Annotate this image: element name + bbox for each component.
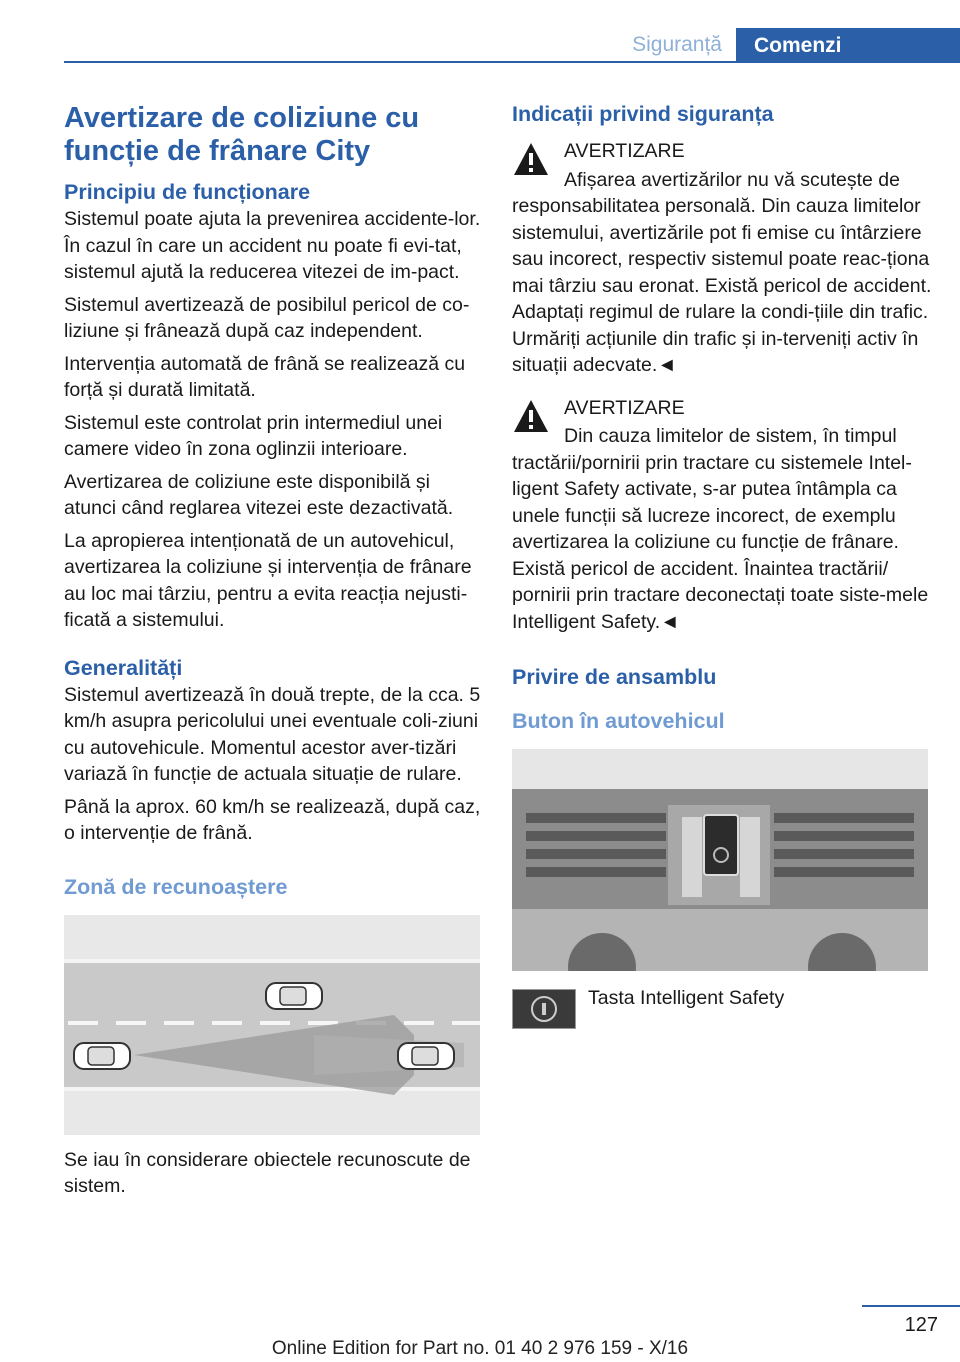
warning-text: Afișarea avertizărilor nu vă scutește de responsabilitatea personală. Din cauza limitelor sistemului, avertizările pot fi emise cu întârziere sau incorect, respectiv sistemul poate reac-ționa mai târziu sau eronat. Există pericol de accident. Adaptați regimul de rulare la condi-țiile din trafic. Urmăriți acțiunile din trafic și in-terveniți activ în situații adecvate.◄ [512,168,932,376]
warning-title: AVERTIZARE [564,140,685,162]
heading-principle: Principiu de funcționare [64,180,311,204]
heading-button: Buton în autovehicul [512,709,725,733]
intelligent-safety-key-icon [512,989,576,1029]
car-icon [74,1043,130,1069]
dashboard-button-photo [512,749,928,971]
paragraph: Sistemul este controlat prin intermediul unei camere video în zona oglinzii interioare. [64,411,443,460]
car-icon [398,1043,454,1069]
paragraph: Sistemul avertizează în două trepte, de la cca. 5 km/h asupra pericolului unei eventuale coli-ziuni cu autovehicule. Momentul acestor aver-tizări variază în funcție de actuala situație de rulare. [64,683,481,785]
warning-title: AVERTIZARE [564,396,685,419]
header-rule [64,61,960,63]
paragraph: Până la aprox. 60 km/h se realizează, după caz, o intervenție de frână. [64,795,481,844]
figure-caption: Se iau în considerare obiectele recunoscute de sistem. [64,1148,471,1197]
heading-general: Generalități [64,655,183,680]
paragraph: Avertizarea de coliziune este disponibilă și atunci când reglarea vitezei este dezactivată. [64,470,454,519]
footer-rule [862,1305,960,1307]
paragraph: Sistemul avertizează de posibilul pericol de co-liziune și frânează după caz independent. [64,293,470,342]
heading-detection-zone: Zonă de recunoaștere [64,874,288,899]
footer-edition: Online Edition for Part no. 01 40 2 976 159 - X/16 [271,1338,689,1359]
warning-block [512,138,932,165]
heading-overview: Privire de ansamblu [512,665,717,689]
detection-zone-illustration [64,915,480,1135]
key-label: Tasta Intelligent Safety [588,987,785,1009]
warning-triangle-icon [512,397,550,435]
page-title: Avertizare de coliziune cu funcție de frânare City [64,102,420,167]
header-section: Siguranță [632,32,722,56]
paragraph: La apropierea intenționată de un autovehicul, avertizarea la coliziune și intervenția de frânare au loc mai târziu, pentru a evita reacția nejusti-ficată a sistemului. [64,529,472,631]
warning-text: Din cauza limitelor de sistem, în timpul tractării/pornirii prin tractare cu sistemele Intel-ligent Safety activate, s-ar putea întâmpla ca unele funcții să lucreze incorect, de exemplu avertizarea la coliziune cu funcție de frânare. Există pericol de accident. Înaintea tractării/ pornirii prin tractare deconectați toate siste-mele Intelligent Safety.◄ [512,425,929,633]
right-column [512,100,932,1033]
warning-block [512,395,932,422]
warning-triangle-icon [512,140,550,178]
left-column [64,102,482,1206]
paragraph: Intervenția automată de frână se realizează cu forță și durată limitată. [64,352,466,401]
page-number: 127 [904,1314,938,1336]
heading-safety: Indicații privind siguranța [512,102,774,126]
header-chapter-tab: Comenzi [736,28,960,63]
car-icon [266,983,322,1009]
paragraph: Sistemul poate ajuta la prevenirea accidente-lor. În cazul în care un accident nu poate fi evi-tat, sistemul ajută la reducerea vitezei de im-pact. [64,208,481,283]
